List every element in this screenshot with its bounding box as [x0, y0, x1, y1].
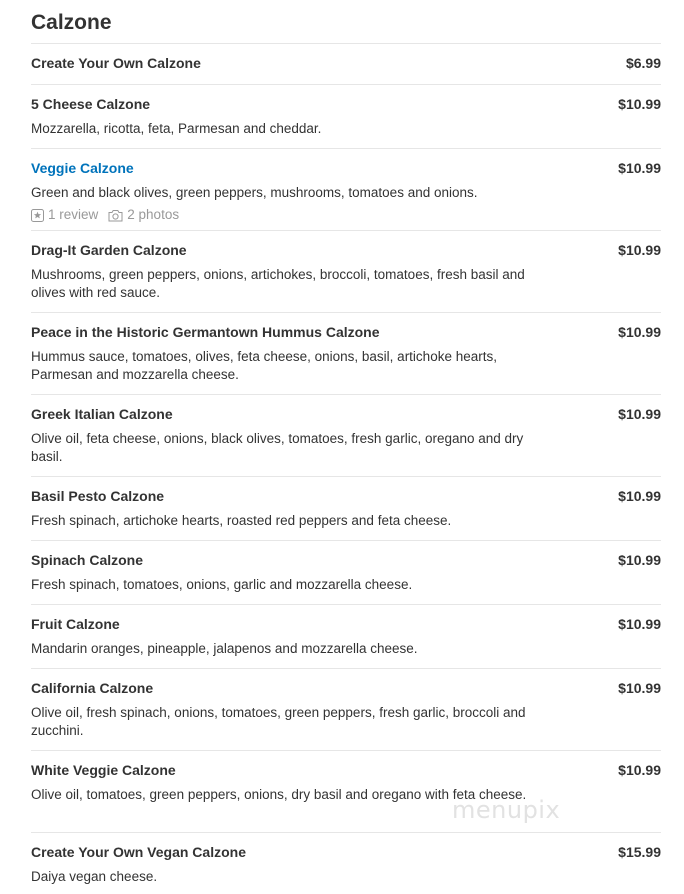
star-box-icon: [31, 209, 44, 222]
item-name: Greek Italian Calzone: [31, 406, 173, 422]
menu-item: [31, 833, 661, 891]
item-description: Mandarin oranges, pineapple, jalapenos and mozzarella cheese.: [31, 641, 418, 656]
menu-item: [31, 395, 661, 477]
item-price: $10.99: [618, 680, 661, 696]
menu-item: [31, 605, 661, 669]
item-price: $10.99: [618, 324, 661, 340]
reviews-count: 1 review: [48, 207, 99, 222]
item-price: $10.99: [618, 616, 661, 632]
item-description: Olive oil, feta cheese, onions, black olives, tomatoes, fresh garlic, oregano and dry basil.: [31, 431, 524, 464]
item-price: $10.99: [618, 406, 661, 422]
item-name: California Calzone: [31, 680, 154, 696]
item-name: Basil Pesto Calzone: [31, 488, 165, 504]
menu-item: [31, 149, 661, 231]
item-name-link[interactable]: Veggie Calzone: [31, 160, 134, 176]
reviews-link[interactable]: [31, 206, 98, 224]
menu-item: [31, 669, 661, 751]
item-price: $10.99: [618, 552, 661, 568]
item-description: Hummus sauce, tomatoes, olives, feta cheese, onions, basil, artichoke hearts, Parmesan and mozzarella cheese.: [31, 349, 497, 382]
photos-link[interactable]: [108, 206, 179, 224]
item-price: $10.99: [618, 242, 661, 258]
item-description: Mushrooms, green peppers, onions, artichokes, broccoli, tomatoes, fresh basil and olives with red sauce.: [31, 267, 525, 300]
item-price: $10.99: [618, 762, 661, 778]
menu-page: [31, 0, 661, 891]
camera-icon: [108, 209, 123, 222]
menu-item: [31, 541, 661, 605]
item-price: $10.99: [618, 488, 661, 504]
menu-item: [31, 313, 661, 395]
item-price: $10.99: [618, 96, 661, 112]
item-name: 5 Cheese Calzone: [31, 96, 151, 112]
item-name: Fruit Calzone: [31, 616, 120, 632]
section-title: Calzone: [31, 0, 661, 44]
item-description: Green and black olives, green peppers, mushrooms, tomatoes and onions.: [31, 185, 478, 200]
item-description: Olive oil, fresh spinach, onions, tomatoes, green peppers, fresh garlic, broccoli and zucchini.: [31, 705, 526, 738]
item-name: Create Your Own Calzone: [31, 55, 201, 71]
menu-item: [31, 477, 661, 541]
item-description: Mozzarella, ricotta, feta, Parmesan and cheddar.: [31, 121, 322, 136]
item-name: Peace in the Historic Germantown Hummus Calzone: [31, 324, 380, 340]
item-name: Create Your Own Vegan Calzone: [31, 844, 246, 860]
item-description: Daiya vegan cheese.: [31, 869, 158, 884]
item-price: $15.99: [618, 844, 661, 860]
menu-item: [31, 44, 661, 85]
item-name: White Veggie Calzone: [31, 762, 176, 778]
watermark-logo: menupix: [452, 796, 561, 824]
menu-item: [31, 231, 661, 313]
item-name: Spinach Calzone: [31, 552, 144, 568]
item-description: Olive oil, tomatoes, green peppers, onions, dry basil and oregano with feta cheese.: [31, 787, 527, 802]
menu-item: [31, 751, 661, 833]
item-price: $6.99: [625, 55, 661, 71]
item-price: $10.99: [618, 160, 661, 176]
item-description: Fresh spinach, artichoke hearts, roasted red peppers and feta cheese.: [31, 513, 452, 528]
item-name: Drag-It Garden Calzone: [31, 242, 187, 258]
item-description: Fresh spinach, tomatoes, onions, garlic and mozzarella cheese.: [31, 577, 413, 592]
menu-item: [31, 85, 661, 149]
photos-count: 2 photos: [127, 207, 180, 222]
item-meta: [31, 206, 661, 224]
